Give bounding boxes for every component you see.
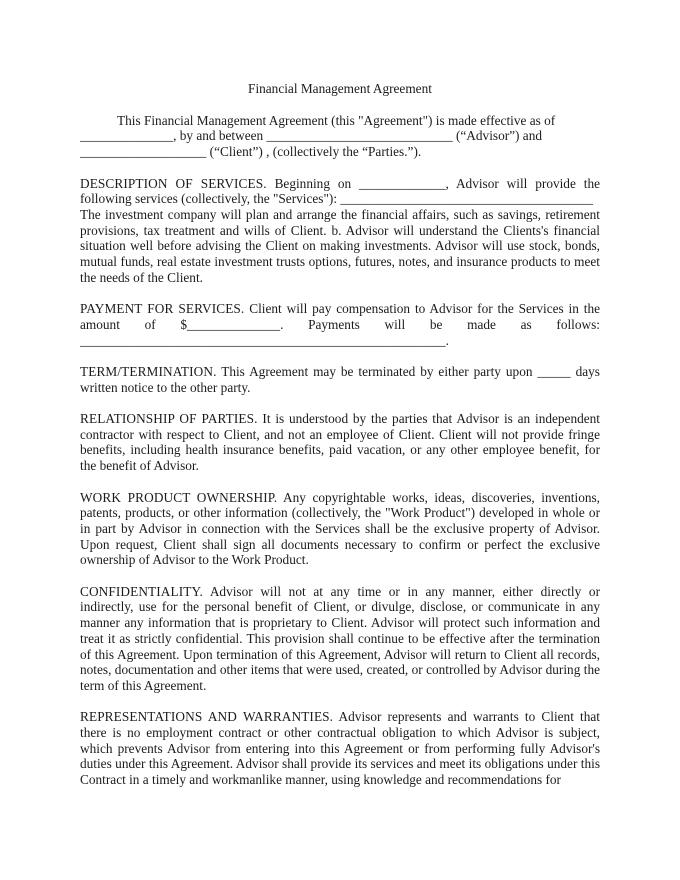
section-term-termination	[80, 364, 600, 395]
section-heading-term-termination: TERM/TERMINATION.	[80, 363, 217, 379]
section-heading-confidentiality: CONFIDENTIALITY.	[80, 583, 203, 599]
section-payment-for-services	[80, 301, 600, 348]
section-heading-description-of-services: DESCRIPTION OF SERVICES.	[80, 175, 267, 191]
section-work-product-ownership	[80, 490, 600, 569]
section-body-relationship-of-parties: It is understood by the parties that Advisor is an independent contractor with respect to Client, and not an employee of Client. Client will not provide fringe benefits, including health insurance benefits, paid vacation, or any other employee benefit, for the benefit of Advisor.	[80, 411, 600, 474]
section-body-continued-description-of-services: The investment company will plan and arrange the financial affairs, such as savings, retirement provisions, tax treatment and wills of Client. b. Advisor will understand the Clients's financial situation well before advising the Client on making investments. Advisor will use stock, bonds, mutual funds, real estate investment trusts options, futures, notes, and insurance products to meet the needs of the Client.	[80, 206, 600, 285]
section-heading-work-product-ownership: WORK PRODUCT OWNERSHIP.	[80, 489, 278, 505]
section-heading-payment-for-services: PAYMENT FOR SERVICES.	[80, 301, 245, 317]
intro-paragraph: This Financial Management Agreement (this "Agreement") is made effective as of ______________, by and between ____________________________ (“Advisor”) and ___________________ (“Client”) , (collectively the “Parties.”).	[80, 112, 556, 160]
section-body-payment-for-services: Client will pay compensation to Advisor for the Services in the amount of $______________. Payments will be made as follows: _______________________________________________________.	[80, 301, 600, 348]
section-body-term-termination: This Agreement may be terminated by either party upon _____ days written notice to the other party.	[80, 363, 600, 395]
section-body-work-product-ownership: Any copyrightable works, ideas, discoveries, inventions, patents, products, or other information (collectively, the "Work Product") developed in whole or in part by Advisor in connection with the Services shall be the exclusive property of Advisor. Upon request, Client shall sign all documents necessary to confirm or perfect the exclusive ownership of Advisor to the Work Product.	[80, 489, 600, 568]
section-heading-representations-and-warranties: REPRESENTATIONS AND WARRANTIES.	[80, 709, 334, 725]
section-body-representations-and-warranties: Advisor represents and warrants to Client that there is no employment contract or other contractual obligation to which Advisor is subject, which prevents Advisor from entering into this Agreement or from performing fully Advisor's duties under this Agreement. Advisor shall provide its services and meet its obligations under this Contract in a timely and workmanlike manner, using knowledge and recommendations for	[80, 709, 601, 788]
section-body-confidentiality: Advisor will not at any time or in any manner, either directly or indirectly, use for the personal benefit of Client, or divulge, disclose, or communicate in any manner any information that is proprietary to Client. Advisor will protect such information and treat it as strictly confidential. This provision shall continue to be effective after the termination of this Agreement. Upon termination of this Agreement, Advisor will return to Client all records, notes, documentation and other items that were used, created, or controlled by Advisor during the term of this Agreement.	[80, 583, 601, 693]
section-confidentiality	[80, 584, 600, 694]
section-relationship-of-parties	[80, 411, 600, 474]
section-body-description-of-services: Beginning on _____________, Advisor will provide the following services (collectively, the "Services"): ______________________________________	[80, 175, 600, 207]
section-description-of-services	[80, 176, 600, 286]
section-heading-relationship-of-parties: RELATIONSHIP OF PARTIES.	[80, 411, 258, 426]
section-representations-and-warranties	[80, 709, 600, 788]
document-title: Financial Management Agreement	[248, 81, 432, 96]
